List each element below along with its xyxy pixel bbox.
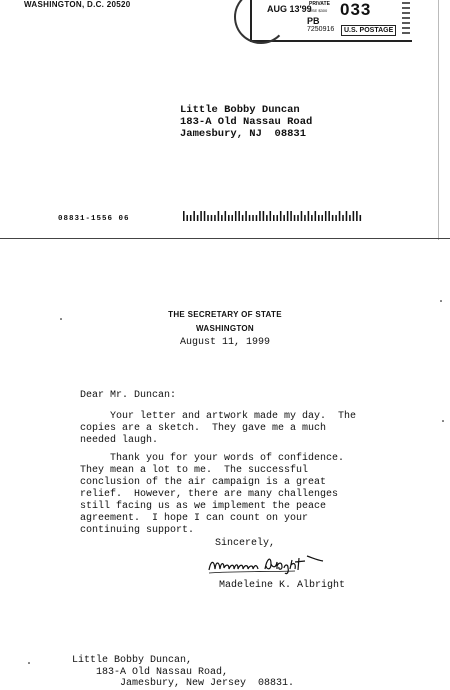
salutation: Dear Mr. Duncan:	[80, 390, 177, 401]
meter-date: AUG 13'99	[267, 4, 312, 14]
barcode-bar	[214, 215, 216, 221]
letter-paragraph: Your letter and artwork made my day. The copies are a sketch. They gave me a much needed laugh.	[80, 411, 357, 446]
barcode-bar	[266, 215, 268, 221]
meter-small-text-2: USE $300	[309, 8, 328, 13]
barcode-bar	[221, 215, 223, 221]
barcode-bar	[325, 211, 327, 221]
barcode-bar	[311, 215, 313, 221]
barcode-bar	[263, 211, 265, 221]
barcode-bar	[318, 215, 320, 221]
scan-speck	[60, 318, 62, 320]
envelope-edge	[438, 0, 439, 240]
barcode-bar	[273, 215, 275, 221]
barcode-bar	[200, 211, 202, 221]
barcode-bar	[280, 211, 282, 221]
barcode-bar	[321, 215, 323, 221]
barcode-bar	[349, 215, 351, 221]
scan-speck	[442, 420, 444, 422]
barcode-bar	[228, 215, 230, 221]
barcode-bar	[353, 211, 355, 221]
barcode-bar	[339, 211, 341, 221]
letter-date: August 11, 1999	[179, 337, 270, 348]
barcode-bar	[245, 211, 247, 221]
letterhead-title: THE SECRETARY OF STATE	[168, 310, 282, 319]
meter-pb-mark: PB	[307, 16, 320, 26]
postage-meter	[250, 0, 412, 42]
barcode-bar	[342, 215, 344, 221]
barcode-bar	[328, 211, 330, 221]
return-address: WASHINGTON, D.C. 20520	[24, 0, 131, 9]
envelope-address-line: 183-A Old Nassau Road	[180, 116, 313, 128]
barcode-bar	[294, 215, 296, 221]
envelope-address-line: Jamesbury, NJ 08831	[180, 128, 307, 140]
letterhead-city: WASHINGTON	[196, 324, 254, 333]
fold-line	[0, 238, 450, 239]
barcode-bar	[276, 215, 278, 221]
zip-code-print: 08831-1556 06	[58, 215, 130, 223]
letter-paragraph: Thank you for your words of confidence. They mean a lot to me. The successful conclusion of the air campaign is a great relief. However, there are many challenges still facing us as we implement the peace agreement. I hope I can count on your continuing support.	[80, 453, 345, 536]
barcode-bar	[356, 211, 358, 221]
barcode-bar	[304, 215, 306, 221]
barcode-bar	[283, 215, 285, 221]
barcode-bar	[249, 215, 251, 221]
barcode-bar	[346, 211, 348, 221]
barcode-bar	[335, 215, 337, 221]
barcode-bar	[190, 215, 192, 221]
barcode-bar	[218, 211, 220, 221]
meter-small-text-1: PRIVATE	[309, 1, 330, 7]
barcode-bar	[308, 211, 310, 221]
barcode-bar	[290, 211, 292, 221]
postal-barcode-icon	[183, 211, 363, 221]
barcode-bar	[360, 215, 362, 221]
footer-address-line: Jamesbury, New Jersey 08831.	[72, 678, 295, 689]
signature-icon	[205, 552, 335, 576]
envelope-address-line: Little Bobby Duncan	[180, 104, 300, 116]
barcode-bar	[193, 211, 195, 221]
envelope-address	[180, 104, 312, 140]
barcode-bar	[231, 215, 233, 221]
closing: Sincerely,	[215, 538, 276, 549]
barcode-bar	[242, 215, 244, 221]
barcode-bar	[270, 211, 272, 221]
barcode-bar	[207, 215, 209, 221]
scan-speck	[28, 662, 30, 664]
barcode-bar	[297, 215, 299, 221]
barcode-bar	[183, 211, 185, 221]
footer-address-line: Little Bobby Duncan,	[72, 655, 193, 666]
signer-name: Madeleine K. Albright	[219, 580, 346, 591]
barcode-bar	[204, 211, 206, 221]
barcode-bar	[256, 215, 258, 221]
barcode-bar	[315, 211, 317, 221]
barcode-bar	[225, 211, 227, 221]
barcode-bar	[186, 215, 188, 221]
scan-speck	[440, 300, 442, 302]
barcode-bar	[287, 211, 289, 221]
footer-address-line: 183-A Old Nassau Road,	[72, 666, 229, 678]
barcode-bar	[252, 215, 254, 221]
barcode-bar	[238, 211, 240, 221]
barcode-bar	[197, 215, 199, 221]
barcode-bar	[259, 211, 261, 221]
barcode-bar	[211, 215, 213, 221]
meter-amount: 033	[340, 0, 372, 19]
barcode-bar	[235, 211, 237, 221]
barcode-bar	[332, 215, 334, 221]
meter-serial: 7250916	[307, 26, 335, 33]
meter-us-postage: U.S. POSTAGE	[341, 25, 396, 36]
barcode-bar	[301, 211, 303, 221]
footer-address	[72, 655, 294, 690]
meter-indicia-bars	[402, 2, 410, 36]
envelope	[0, 0, 450, 240]
